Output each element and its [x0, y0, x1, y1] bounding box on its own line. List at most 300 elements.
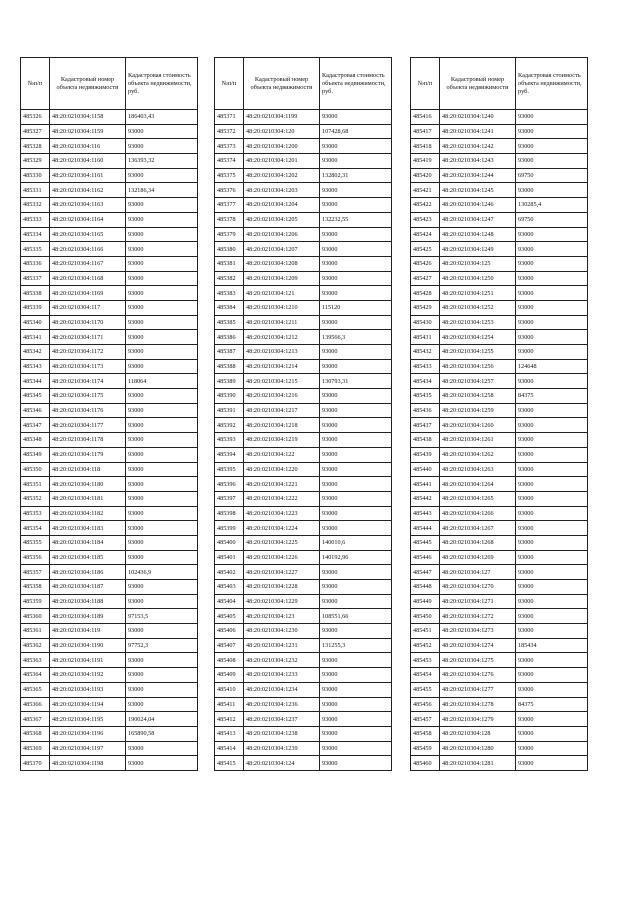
cadastral-value: 93000 — [516, 565, 588, 580]
cadastral-value: 93000 — [516, 726, 588, 741]
cadastral-number: 48:20:0210304:1267 — [440, 521, 516, 536]
row-number: 485408 — [215, 653, 244, 668]
row-number: 485412 — [215, 712, 244, 727]
row-number: 485393 — [215, 433, 244, 448]
table-row — [21, 212, 198, 227]
table-row — [411, 345, 588, 360]
cadastral-number: 48:20:0210304:1281 — [440, 756, 516, 771]
row-number: 485392 — [215, 418, 244, 433]
table-header-row — [215, 58, 392, 110]
cadastral-value: 93000 — [126, 212, 198, 227]
table-row — [215, 242, 392, 257]
cadastral-number: 48:20:0210304:1265 — [440, 491, 516, 506]
cadastral-number: 48:20:0210304:1167 — [50, 256, 126, 271]
table-row — [215, 550, 392, 565]
row-number: 485370 — [21, 756, 50, 771]
table-row — [411, 741, 588, 756]
table-row — [411, 374, 588, 389]
row-number: 485358 — [21, 580, 50, 595]
cadastral-value: 132186,34 — [126, 183, 198, 198]
row-number: 485458 — [411, 726, 440, 741]
table-row — [215, 389, 392, 404]
cadastral-number: 48:20:0210304:1192 — [50, 668, 126, 683]
cadastral-number: 48:20:0210304:1222 — [244, 491, 320, 506]
cadastral-value: 93000 — [516, 227, 588, 242]
cadastral-value: 93000 — [126, 315, 198, 330]
cadastral-table-1 — [20, 57, 198, 771]
cadastral-value: 93000 — [320, 110, 392, 125]
cadastral-number: 48:20:0210304:1213 — [244, 345, 320, 360]
cadastral-value: 93000 — [516, 433, 588, 448]
table-row — [215, 403, 392, 418]
cadastral-number: 48:20:0210304:1227 — [244, 565, 320, 580]
table-row — [215, 521, 392, 536]
table-row — [215, 124, 392, 139]
cadastral-number: 48:20:0210304:1252 — [440, 300, 516, 315]
cadastral-number: 48:20:0210304:1264 — [440, 477, 516, 492]
table-row — [21, 756, 198, 771]
row-number: 485366 — [21, 697, 50, 712]
row-number: 485418 — [411, 139, 440, 154]
table-row — [21, 374, 198, 389]
cadastral-value: 93000 — [516, 418, 588, 433]
cadastral-number: 48:20:0210304:1245 — [440, 183, 516, 198]
table-row — [411, 506, 588, 521]
row-number: 485382 — [215, 271, 244, 286]
cadastral-number: 48:20:0210304:1223 — [244, 506, 320, 521]
cadastral-number: 48:20:0210304:1206 — [244, 227, 320, 242]
table-header-row — [21, 58, 198, 110]
row-number: 485386 — [215, 330, 244, 345]
cadastral-number: 48:20:0210304:122 — [244, 447, 320, 462]
row-number: 485404 — [215, 594, 244, 609]
cadastral-value: 93000 — [516, 712, 588, 727]
row-number: 485422 — [411, 198, 440, 213]
cadastral-number: 48:20:0210304:1247 — [440, 212, 516, 227]
cadastral-number: 48:20:0210304:1242 — [440, 139, 516, 154]
table-row — [21, 389, 198, 404]
table-row — [215, 624, 392, 639]
row-number: 485387 — [215, 345, 244, 360]
table-row — [21, 330, 198, 345]
cadastral-number: 48:20:0210304:1238 — [244, 726, 320, 741]
cadastral-number: 48:20:0210304:1204 — [244, 198, 320, 213]
cadastral-number: 48:20:0210304:1177 — [50, 418, 126, 433]
row-number: 485346 — [21, 403, 50, 418]
table-row — [215, 110, 392, 125]
cadastral-value: 93000 — [126, 668, 198, 683]
row-number: 485399 — [215, 521, 244, 536]
row-number: 485427 — [411, 271, 440, 286]
cadastral-value: 93000 — [320, 741, 392, 756]
row-number: 485372 — [215, 124, 244, 139]
table-row — [411, 110, 588, 125]
row-number: 485459 — [411, 741, 440, 756]
row-number: 485411 — [215, 697, 244, 712]
table-row — [215, 359, 392, 374]
cadastral-number: 48:20:0210304:1226 — [244, 550, 320, 565]
table-row — [21, 124, 198, 139]
row-number: 485397 — [215, 491, 244, 506]
row-number: 485457 — [411, 712, 440, 727]
row-number: 485398 — [215, 506, 244, 521]
table-row — [411, 139, 588, 154]
header-cadastral-value: Кадастровая стоимость объекта недвижимости, руб. — [516, 58, 588, 110]
cadastral-value: 93000 — [320, 594, 392, 609]
cadastral-number: 48:20:0210304:1173 — [50, 359, 126, 374]
table-row — [411, 433, 588, 448]
table-row — [21, 198, 198, 213]
row-number: 485443 — [411, 506, 440, 521]
row-number: 485410 — [215, 682, 244, 697]
cadastral-value: 93000 — [320, 653, 392, 668]
row-number: 485383 — [215, 286, 244, 301]
cadastral-value: 165890,58 — [126, 726, 198, 741]
cadastral-number: 48:20:0210304:1208 — [244, 256, 320, 271]
cadastral-number: 48:20:0210304:1161 — [50, 168, 126, 183]
row-number: 485348 — [21, 433, 50, 448]
cadastral-number: 48:20:0210304:1185 — [50, 550, 126, 565]
table-row — [411, 638, 588, 653]
row-number: 485373 — [215, 139, 244, 154]
row-number: 485430 — [411, 315, 440, 330]
row-number: 485355 — [21, 535, 50, 550]
table-row — [215, 653, 392, 668]
table-row — [215, 712, 392, 727]
cadastral-value: 93000 — [516, 491, 588, 506]
table-row — [21, 491, 198, 506]
cadastral-value: 93000 — [126, 242, 198, 257]
row-number: 485460 — [411, 756, 440, 771]
table-row — [21, 154, 198, 169]
cadastral-value: 93000 — [320, 756, 392, 771]
row-number: 485375 — [215, 168, 244, 183]
cadastral-value: 93000 — [320, 682, 392, 697]
header-cadastral-number: Кадастровый номер объекта недвижимости — [440, 58, 516, 110]
row-number: 485451 — [411, 624, 440, 639]
row-number: 485406 — [215, 624, 244, 639]
row-number: 485376 — [215, 183, 244, 198]
cadastral-value: 185434 — [516, 638, 588, 653]
cadastral-value: 93000 — [320, 389, 392, 404]
cadastral-value: 93000 — [126, 198, 198, 213]
cadastral-number: 48:20:0210304:1191 — [50, 653, 126, 668]
cadastral-number: 48:20:0210304:1170 — [50, 315, 126, 330]
cadastral-value: 93000 — [320, 345, 392, 360]
cadastral-value: 93000 — [320, 477, 392, 492]
row-number: 485344 — [21, 374, 50, 389]
row-number: 485400 — [215, 535, 244, 550]
cadastral-number: 48:20:0210304:123 — [244, 609, 320, 624]
table-row — [411, 697, 588, 712]
row-number: 485391 — [215, 403, 244, 418]
cadastral-number: 48:20:0210304:1230 — [244, 624, 320, 639]
row-number: 485365 — [21, 682, 50, 697]
table-row — [21, 565, 198, 580]
cadastral-number: 48:20:0210304:1193 — [50, 682, 126, 697]
cadastral-number: 48:20:0210304:1277 — [440, 682, 516, 697]
table-row — [411, 315, 588, 330]
row-number: 485329 — [21, 154, 50, 169]
cadastral-value: 93000 — [126, 594, 198, 609]
table-row — [411, 491, 588, 506]
cadastral-value: 93000 — [126, 756, 198, 771]
header-cadastral-number: Кадастровый номер объекта недвижимости — [244, 58, 320, 110]
cadastral-value: 93000 — [320, 418, 392, 433]
cadastral-number: 48:20:0210304:1168 — [50, 271, 126, 286]
cadastral-number: 48:20:0210304:1259 — [440, 403, 516, 418]
cadastral-value: 93000 — [516, 609, 588, 624]
cadastral-value: 93000 — [126, 741, 198, 756]
cadastral-value: 93000 — [126, 271, 198, 286]
cadastral-number: 48:20:0210304:1243 — [440, 154, 516, 169]
cadastral-value: 93000 — [516, 139, 588, 154]
table-row — [215, 462, 392, 477]
cadastral-number: 48:20:0210304:1240 — [440, 110, 516, 125]
cadastral-value: 93000 — [320, 580, 392, 595]
cadastral-value: 93000 — [320, 506, 392, 521]
cadastral-value: 93000 — [320, 697, 392, 712]
cadastral-number: 48:20:0210304:1175 — [50, 389, 126, 404]
row-number: 485431 — [411, 330, 440, 345]
row-number: 485339 — [21, 300, 50, 315]
row-number: 485450 — [411, 609, 440, 624]
cadastral-number: 48:20:0210304:1186 — [50, 565, 126, 580]
row-number: 485328 — [21, 139, 50, 154]
row-number: 485416 — [411, 110, 440, 125]
cadastral-number: 48:20:0210304:1237 — [244, 712, 320, 727]
cadastral-number: 48:20:0210304:1274 — [440, 638, 516, 653]
table-row — [21, 433, 198, 448]
table-row — [21, 286, 198, 301]
cadastral-number: 48:20:0210304:1189 — [50, 609, 126, 624]
cadastral-value: 93000 — [516, 154, 588, 169]
row-number: 485337 — [21, 271, 50, 286]
cadastral-value: 93000 — [126, 300, 198, 315]
row-number: 485378 — [215, 212, 244, 227]
table-row — [215, 697, 392, 712]
cadastral-number: 48:20:0210304:1172 — [50, 345, 126, 360]
row-number: 485456 — [411, 697, 440, 712]
row-number: 485454 — [411, 668, 440, 683]
table-row — [21, 403, 198, 418]
table-row — [411, 535, 588, 550]
row-number: 485335 — [21, 242, 50, 257]
cadastral-number: 48:20:0210304:118 — [50, 462, 126, 477]
row-number: 485419 — [411, 154, 440, 169]
row-number: 485395 — [215, 462, 244, 477]
cadastral-value: 93000 — [126, 389, 198, 404]
cadastral-number: 48:20:0210304:1218 — [244, 418, 320, 433]
cadastral-value: 93000 — [126, 491, 198, 506]
table-row — [21, 726, 198, 741]
table-row — [21, 462, 198, 477]
cadastral-value: 93000 — [320, 447, 392, 462]
cadastral-value: 93000 — [320, 183, 392, 198]
cadastral-number: 48:20:0210304:120 — [244, 124, 320, 139]
table-row — [215, 345, 392, 360]
cadastral-number: 48:20:0210304:1260 — [440, 418, 516, 433]
cadastral-value: 130793,31 — [320, 374, 392, 389]
cadastral-value: 115120 — [320, 300, 392, 315]
cadastral-number: 48:20:0210304:1261 — [440, 433, 516, 448]
table-row — [21, 345, 198, 360]
table-row — [21, 447, 198, 462]
cadastral-number: 48:20:0210304:1182 — [50, 506, 126, 521]
cadastral-number: 48:20:0210304:1256 — [440, 359, 516, 374]
cadastral-number: 48:20:0210304:1212 — [244, 330, 320, 345]
cadastral-number: 48:20:0210304:1266 — [440, 506, 516, 521]
table-row — [411, 330, 588, 345]
row-number: 485413 — [215, 726, 244, 741]
header-cadastral-value: Кадастровая стоимость объекта недвижимости, руб. — [126, 58, 198, 110]
table-row — [215, 477, 392, 492]
cadastral-value: 93000 — [516, 300, 588, 315]
row-number: 485394 — [215, 447, 244, 462]
cadastral-number: 48:20:0210304:125 — [440, 256, 516, 271]
row-number: 485444 — [411, 521, 440, 536]
cadastral-number: 48:20:0210304:1244 — [440, 168, 516, 183]
row-number: 485369 — [21, 741, 50, 756]
cadastral-number: 48:20:0210304:1229 — [244, 594, 320, 609]
row-number: 485438 — [411, 433, 440, 448]
table-row — [215, 256, 392, 271]
row-number: 485347 — [21, 418, 50, 433]
table-row — [411, 726, 588, 741]
cadastral-value: 93000 — [126, 256, 198, 271]
cadastral-value: 93000 — [126, 580, 198, 595]
cadastral-number: 48:20:0210304:1195 — [50, 712, 126, 727]
cadastral-number: 48:20:0210304:1263 — [440, 462, 516, 477]
cadastral-number: 48:20:0210304:1270 — [440, 580, 516, 595]
table-row — [21, 315, 198, 330]
cadastral-number: 48:20:0210304:1183 — [50, 521, 126, 536]
table-row — [21, 183, 198, 198]
cadastral-value: 93000 — [126, 521, 198, 536]
row-number: 485343 — [21, 359, 50, 374]
cadastral-number: 48:20:0210304:1196 — [50, 726, 126, 741]
cadastral-number: 48:20:0210304:1276 — [440, 668, 516, 683]
row-number: 485357 — [21, 565, 50, 580]
row-number: 485446 — [411, 550, 440, 565]
row-number: 485360 — [21, 609, 50, 624]
row-number: 485390 — [215, 389, 244, 404]
table-row — [215, 682, 392, 697]
cadastral-value: 108551,66 — [320, 609, 392, 624]
table-row — [21, 668, 198, 683]
cadastral-value: 93000 — [320, 359, 392, 374]
cadastral-number: 48:20:0210304:1279 — [440, 712, 516, 727]
table-row — [215, 433, 392, 448]
cadastral-value: 93000 — [320, 521, 392, 536]
row-number: 485401 — [215, 550, 244, 565]
row-number: 485436 — [411, 403, 440, 418]
row-number: 485402 — [215, 565, 244, 580]
cadastral-value: 93000 — [320, 227, 392, 242]
table-row — [215, 286, 392, 301]
row-number: 485421 — [411, 183, 440, 198]
cadastral-value: 93000 — [516, 506, 588, 521]
row-number: 485341 — [21, 330, 50, 345]
header-number: №п/п — [215, 58, 244, 110]
cadastral-value: 93000 — [320, 256, 392, 271]
cadastral-number: 48:20:0210304:1200 — [244, 139, 320, 154]
row-number: 485330 — [21, 168, 50, 183]
cadastral-value: 93000 — [320, 286, 392, 301]
table-row — [21, 506, 198, 521]
row-number: 485332 — [21, 198, 50, 213]
table-row — [215, 756, 392, 771]
cadastral-value: 93000 — [126, 418, 198, 433]
table-row — [411, 271, 588, 286]
row-number: 485336 — [21, 256, 50, 271]
cadastral-number: 48:20:0210304:1215 — [244, 374, 320, 389]
table-row — [21, 271, 198, 286]
cadastral-value: 93000 — [320, 491, 392, 506]
row-number: 485417 — [411, 124, 440, 139]
table-row — [215, 741, 392, 756]
cadastral-number: 48:20:0210304:1228 — [244, 580, 320, 595]
cadastral-number: 48:20:0210304:1202 — [244, 168, 320, 183]
cadastral-value: 93000 — [516, 653, 588, 668]
row-number: 485374 — [215, 154, 244, 169]
cadastral-value: 93000 — [320, 726, 392, 741]
cadastral-value: 93000 — [516, 286, 588, 301]
cadastral-value: 93000 — [126, 330, 198, 345]
row-number: 485423 — [411, 212, 440, 227]
cadastral-number: 48:20:0210304:1171 — [50, 330, 126, 345]
cadastral-number: 48:20:0210304:1262 — [440, 447, 516, 462]
table-header-row — [411, 58, 588, 110]
cadastral-value: 93000 — [320, 154, 392, 169]
row-number: 485379 — [215, 227, 244, 242]
cadastral-value: 93000 — [320, 462, 392, 477]
cadastral-number: 48:20:0210304:1176 — [50, 403, 126, 418]
row-number: 485437 — [411, 418, 440, 433]
row-number: 485403 — [215, 580, 244, 595]
row-number: 485333 — [21, 212, 50, 227]
row-number: 485354 — [21, 521, 50, 536]
cadastral-value: 93000 — [516, 271, 588, 286]
cadastral-number: 48:20:0210304:1251 — [440, 286, 516, 301]
cadastral-number: 48:20:0210304:1158 — [50, 110, 126, 125]
cadastral-value: 93000 — [320, 565, 392, 580]
cadastral-value: 93000 — [126, 697, 198, 712]
cadastral-number: 48:20:0210304:1272 — [440, 609, 516, 624]
cadastral-number: 48:20:0210304:1253 — [440, 315, 516, 330]
cadastral-number: 48:20:0210304:117 — [50, 300, 126, 315]
row-number: 485409 — [215, 668, 244, 683]
row-number: 485327 — [21, 124, 50, 139]
cadastral-value: 93000 — [126, 433, 198, 448]
cadastral-number: 48:20:0210304:1219 — [244, 433, 320, 448]
cadastral-number: 48:20:0210304:1236 — [244, 697, 320, 712]
table-row — [215, 726, 392, 741]
table-row — [215, 668, 392, 683]
cadastral-value: 93000 — [126, 139, 198, 154]
row-number: 485388 — [215, 359, 244, 374]
cadastral-number: 48:20:0210304:1160 — [50, 154, 126, 169]
cadastral-value: 69750 — [516, 168, 588, 183]
cadastral-number: 48:20:0210304:1194 — [50, 697, 126, 712]
cadastral-number: 48:20:0210304:1278 — [440, 697, 516, 712]
cadastral-value: 93000 — [516, 345, 588, 360]
table-row — [411, 168, 588, 183]
table-row — [215, 609, 392, 624]
cadastral-number: 48:20:0210304:128 — [440, 726, 516, 741]
row-number: 485405 — [215, 609, 244, 624]
cadastral-number: 48:20:0210304:1210 — [244, 300, 320, 315]
